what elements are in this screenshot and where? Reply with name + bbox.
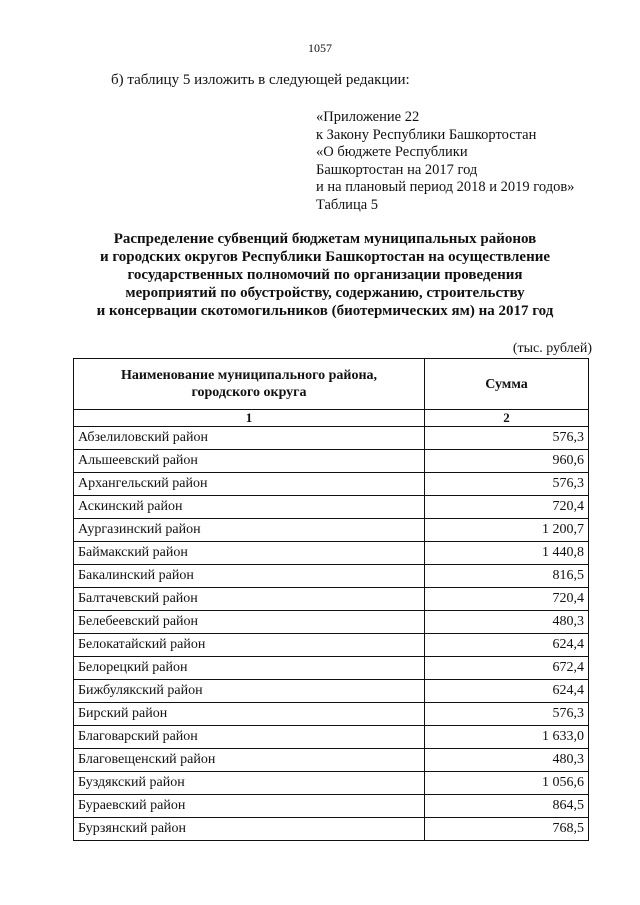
column-number-2: 2	[425, 410, 589, 427]
appendix-line: и на плановый период 2018 и 2019 годов»	[316, 179, 575, 195]
district-sum: 864,5	[425, 795, 589, 818]
table-row	[74, 611, 589, 634]
table-row	[74, 427, 589, 450]
district-name: Благоварский район	[74, 726, 425, 749]
table-row	[74, 519, 589, 542]
title-line: мероприятий по обустройству, содержанию, строительству	[125, 285, 525, 301]
table-row	[74, 634, 589, 657]
column-number-row	[74, 410, 589, 427]
page-number: 1057	[308, 41, 332, 55]
table-row	[74, 772, 589, 795]
district-sum: 768,5	[425, 818, 589, 841]
table-row	[74, 473, 589, 496]
table-row	[74, 795, 589, 818]
district-sum: 720,4	[425, 496, 589, 519]
appendix-table-number: Таблица 5	[316, 196, 379, 213]
district-sum: 816,5	[425, 565, 589, 588]
district-name: Буздякский район	[74, 772, 425, 795]
column-header-name-line: городского округа	[191, 385, 307, 400]
table-header-row	[74, 359, 589, 410]
table-row	[74, 818, 589, 841]
district-name: Балтачевский район	[74, 588, 425, 611]
title-line: и городских округов Республики Башкортостан на осуществление	[99, 249, 551, 265]
district-name: Белорецкий район	[74, 657, 425, 680]
district-sum: 1 200,7	[425, 519, 589, 542]
column-number-1: 1	[74, 410, 425, 427]
title-line: и консервации скотомогильников (биотермических ям) на 2017 год	[96, 303, 554, 319]
table-row	[74, 565, 589, 588]
district-sum: 1 440,8	[425, 542, 589, 565]
district-name: Белебеевский район	[74, 611, 425, 634]
district-name: Бурзянский район	[74, 818, 425, 841]
table-row	[74, 657, 589, 680]
district-name: Баймакский район	[74, 542, 425, 565]
district-sum: 672,4	[425, 657, 589, 680]
district-name: Абзелиловский район	[74, 427, 425, 450]
district-sum: 624,4	[425, 634, 589, 657]
district-name: Бакалинский район	[74, 565, 425, 588]
table-row	[74, 726, 589, 749]
appendix-line: «Приложение 22	[316, 109, 420, 125]
district-sum: 720,4	[425, 588, 589, 611]
table-row	[74, 680, 589, 703]
district-sum: 1 633,0	[425, 726, 589, 749]
unit-label: (тыс. рублей)	[512, 341, 592, 356]
table-row	[74, 703, 589, 726]
district-name: Архангельский район	[74, 473, 425, 496]
table-row	[74, 542, 589, 565]
title-line: Распределение субвенций бюджетам муниципальных районов	[113, 231, 537, 247]
district-name: Аскинский район	[74, 496, 425, 519]
district-sum: 576,3	[425, 473, 589, 496]
district-name: Бирский район	[74, 703, 425, 726]
table-title	[60, 230, 590, 320]
table-row	[74, 496, 589, 519]
district-sum: 576,3	[425, 427, 589, 450]
district-name: Альшеевский район	[74, 450, 425, 473]
appendix-line: Башкортостан на 2017 год	[316, 161, 478, 178]
district-sum: 576,3	[425, 703, 589, 726]
column-header-sum: Сумма	[425, 359, 589, 410]
subvention-table	[73, 358, 589, 841]
district-sum: 960,6	[425, 450, 589, 473]
district-sum: 1 056,6	[425, 772, 589, 795]
appendix-line: к Закону Республики Башкортостан	[316, 126, 537, 143]
district-sum: 480,3	[425, 749, 589, 772]
district-name: Белокатайский район	[74, 634, 425, 657]
title-line: государственных полномочий по организации проведения	[127, 267, 523, 283]
intro-line: б) таблицу 5 изложить в следующей редакции:	[111, 72, 410, 88]
appendix-line: «О бюджете Республики	[316, 144, 468, 160]
table-row	[74, 588, 589, 611]
table-row	[74, 749, 589, 772]
column-header-name	[74, 359, 425, 410]
district-name: Бураевский район	[74, 795, 425, 818]
district-name: Аургазинский район	[74, 519, 425, 542]
district-sum: 480,3	[425, 611, 589, 634]
table-row	[74, 450, 589, 473]
appendix-reference	[316, 109, 574, 214]
district-name: Благовещенский район	[74, 749, 425, 772]
district-sum: 624,4	[425, 680, 589, 703]
column-header-name-line: Наименование муниципального района,	[120, 368, 378, 383]
district-name: Бижбулякский район	[74, 680, 425, 703]
